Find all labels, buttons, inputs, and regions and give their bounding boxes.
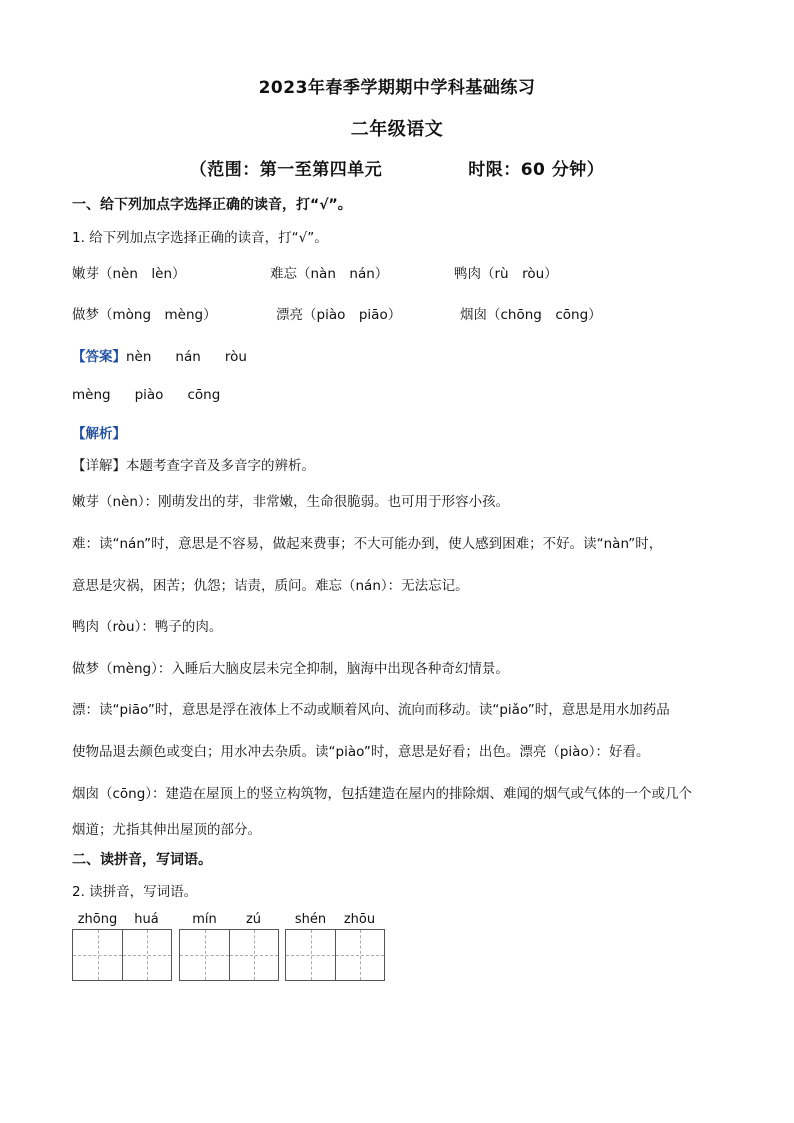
writing-cell[interactable]: [180, 930, 229, 980]
writing-cell[interactable]: [335, 930, 384, 980]
writing-cell[interactable]: [286, 930, 335, 980]
option-zuomeng: 做梦（mòng mèng）: [72, 307, 217, 323]
explanation-line: 使物品退去颜色或变白；用水冲去杂质。读“piào”时，意思是好看；出色。漂亮（piào）：好看。: [72, 744, 650, 760]
writing-grid-minzu[interactable]: [179, 929, 279, 981]
answer-line-2: mèng piào cōng: [72, 387, 221, 403]
writing-cell[interactable]: [122, 930, 171, 980]
explanation-line: 意思是灾祸，困苦；仇怨；诘责，质问。难忘（nán）：无法忘记。: [72, 578, 469, 594]
pinyin-label: huá: [134, 912, 159, 927]
exam-title: 2023年春季学期期中学科基础练习: [258, 78, 536, 98]
analysis-tag: 【解析】: [72, 426, 126, 442]
writing-cell[interactable]: [229, 930, 278, 980]
writing-cell[interactable]: [73, 930, 122, 980]
answer-tag: 【答案】: [72, 349, 126, 365]
writing-grid-shenzhou[interactable]: [285, 929, 385, 981]
pinyin-label: zhōng: [77, 912, 118, 927]
exam-time-limit: 时限：60 分钟）: [468, 160, 605, 180]
pinyin-label: mín: [192, 912, 217, 927]
section2-heading: 二、读拼音，写词语。: [72, 852, 212, 868]
pinyin-label: zhōu: [343, 912, 376, 927]
section1-heading: 一、给下列加点字选择正确的读音，打“√”。: [72, 197, 352, 213]
explanation-line: 难：读“nán”时，意思是不容易，做起来费事；不大可能办到，使人感到困难；不好。读“nàn”时，: [72, 536, 663, 552]
explanation-line: 烟囱（cōng）：建造在屋顶上的竖立构筑物，包括建造在屋内的排除烟、难闻的烟气或气体的一个或几个: [72, 786, 693, 802]
option-nanwang: 难忘（nàn nán）: [270, 266, 389, 282]
answer-line-1: 【答案】nèn nán ròu: [72, 349, 247, 365]
pinyin-label: zú: [245, 912, 262, 927]
exam-scope: （范围：第一至第四单元: [189, 160, 383, 180]
exam-subtitle: 二年级语文: [350, 119, 444, 140]
exam-scope-line: [0, 155, 794, 180]
explanation-line: 嫩芽（nèn）：刚萌发出的芽，非常嫩，生命很脆弱。也可用于形容小孩。: [72, 494, 510, 510]
detail-intro: 【详解】本题考查字音及多音字的辨析。: [72, 458, 315, 474]
question-1: 1. 给下列加点字选择正确的读音，打“√”。: [72, 230, 328, 246]
pinyin-label: shén: [294, 912, 327, 927]
option-yancong: 烟囱（chōng cōng）: [460, 307, 602, 323]
writing-grid-zhonghua[interactable]: [72, 929, 172, 981]
question-2: 2. 读拼音，写词语。: [72, 884, 198, 900]
explanation-line: 漂：读“piāo”时，意思是浮在液体上不动或顺着风向、流向而移动。读“piǎo”时，意思是用水加药品: [72, 702, 670, 718]
option-nenya: 嫩芽（nèn lèn）: [72, 266, 186, 282]
explanation-line: 烟道；尤指其伸出屋顶的部分。: [72, 822, 261, 838]
explanation-line: 鸭肉（ròu）：鸭子的肉。: [72, 619, 223, 635]
explanation-line: 做梦（mèng）：入睡后大脑皮层未完全抑制，脑海中出现各种奇幻情景。: [72, 661, 509, 677]
option-piaoliang: 漂亮（piào piāo）: [276, 307, 402, 323]
option-yarou: 鸭肉（rù ròu）: [454, 266, 558, 282]
